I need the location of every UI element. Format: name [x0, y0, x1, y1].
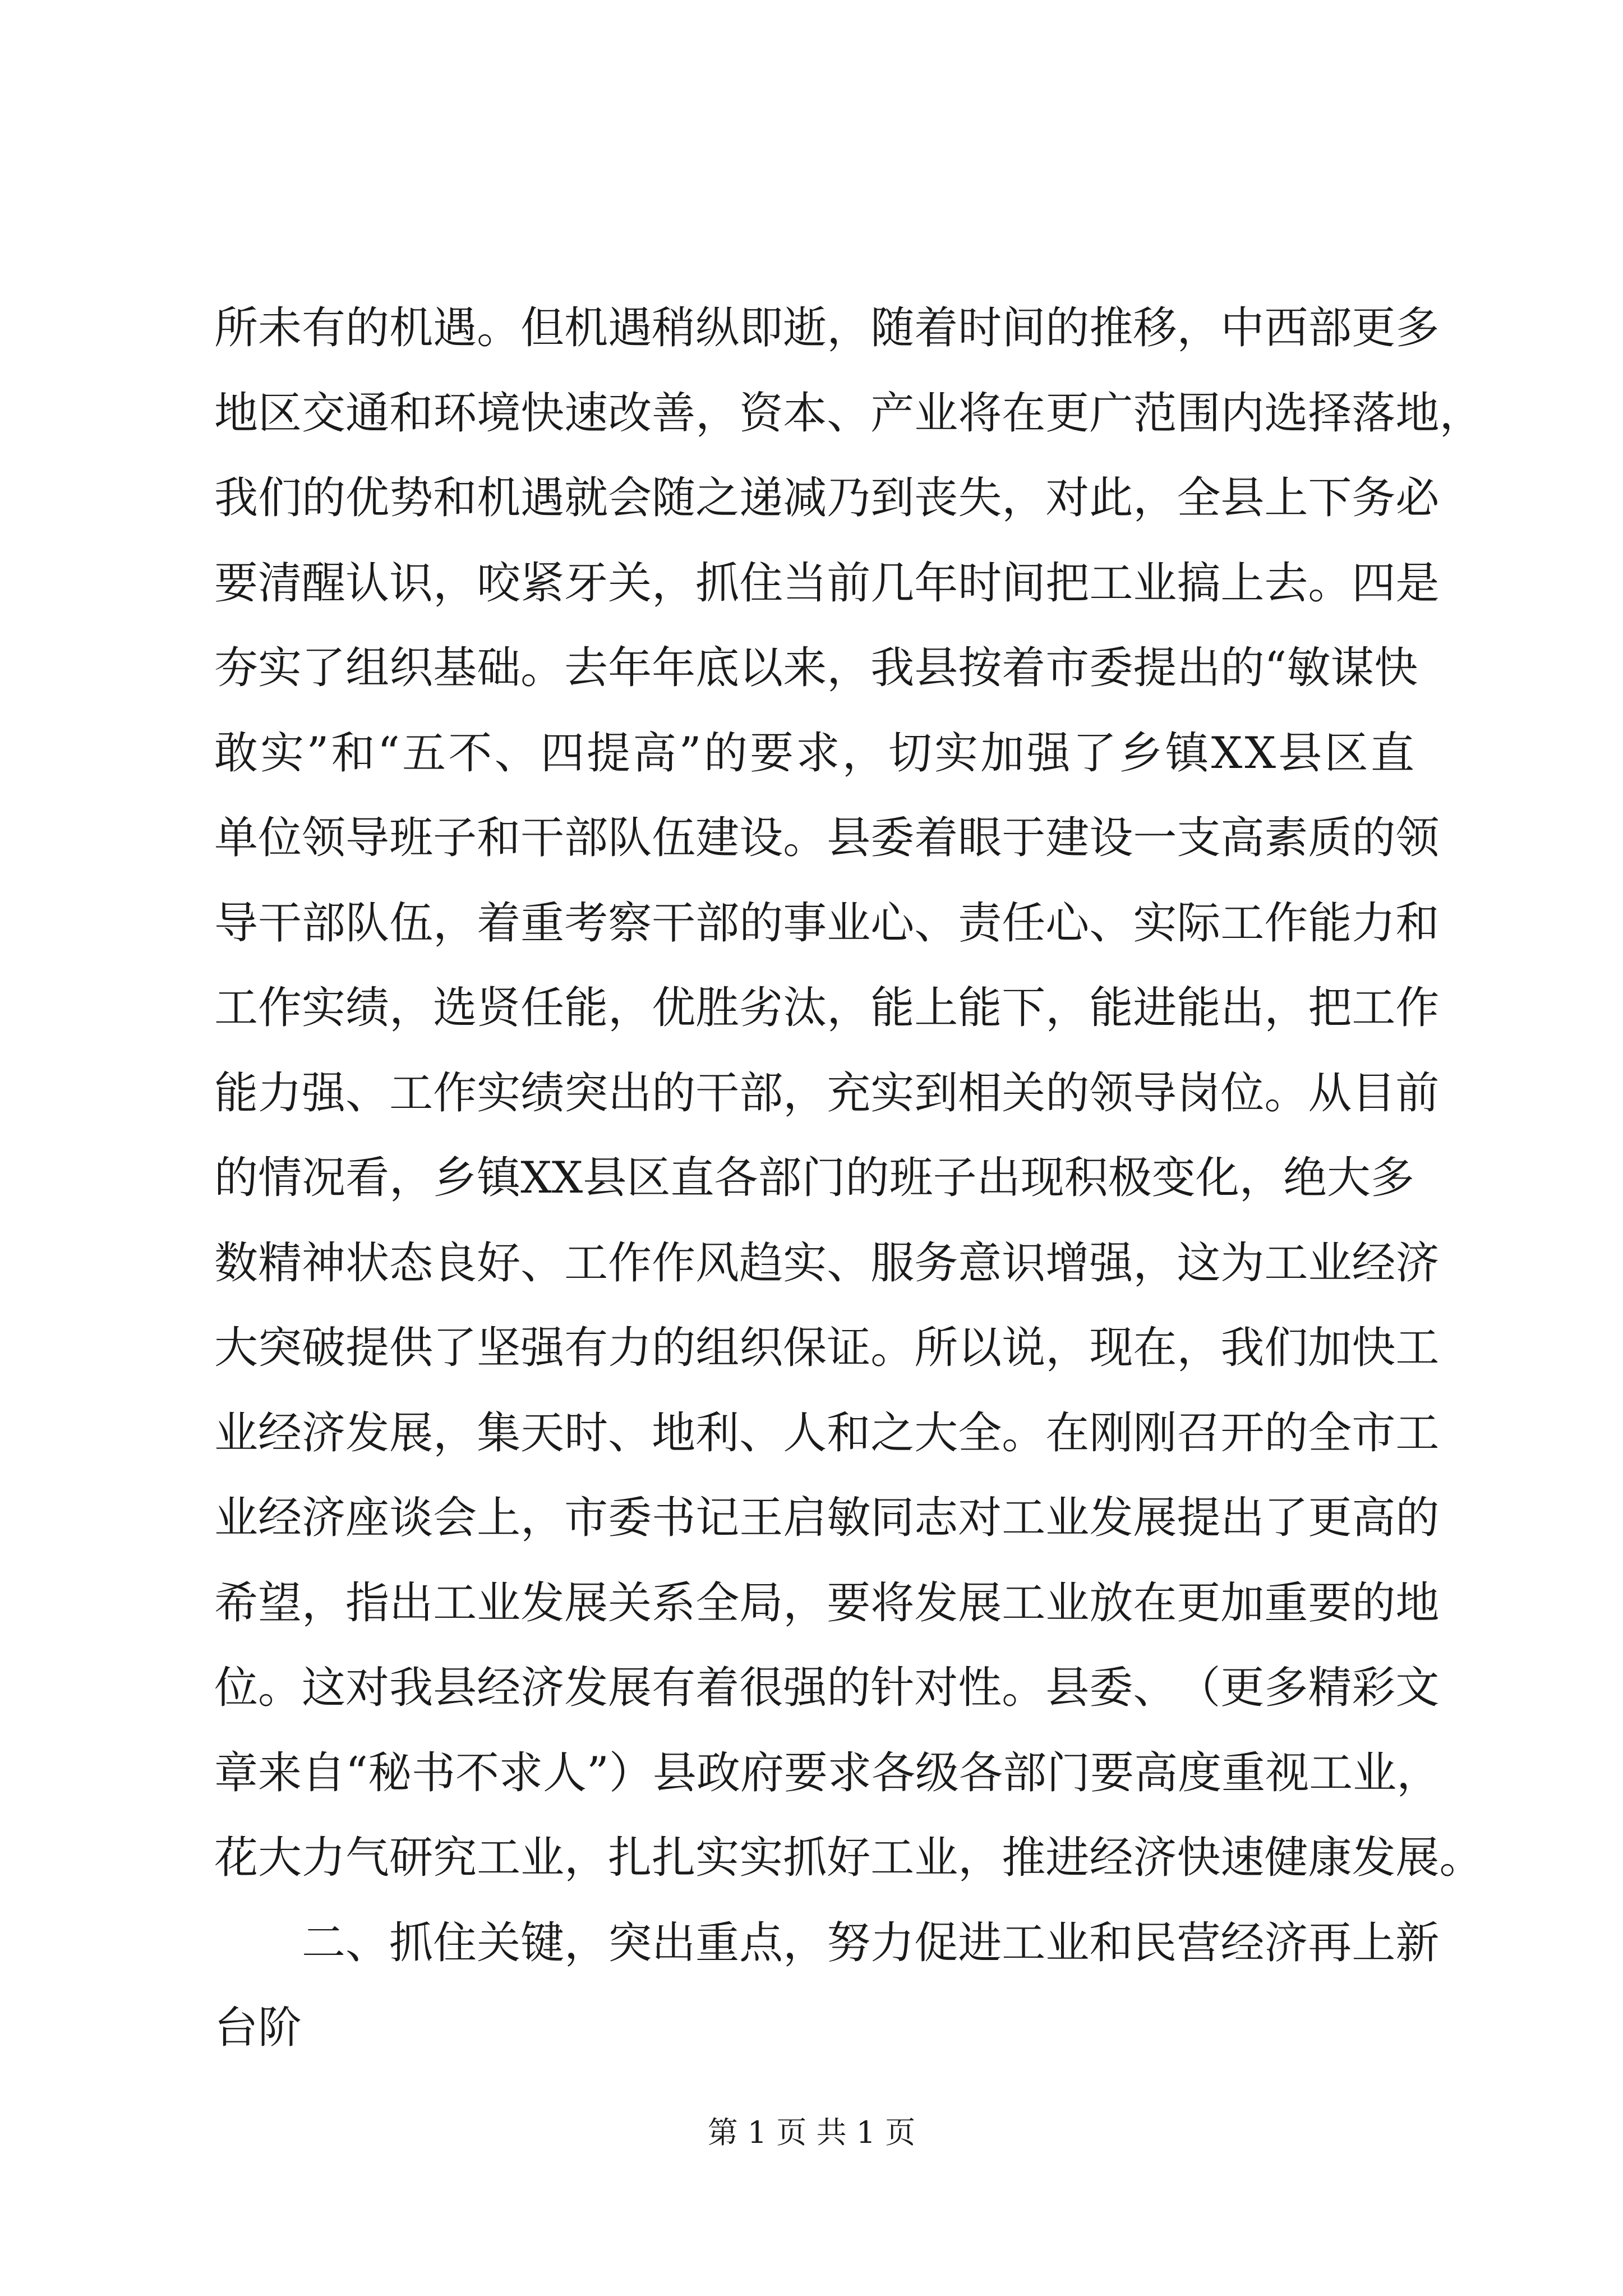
text-line: 所 未 有 的 机 遇 。 但 机 遇 稍 纵 即 逝 ， 随 着 时 间 的 推 移 ， 中 西 部 更 多: [214, 303, 1440, 353]
section-heading-line: 二 、 抓 住 关 键 ， 突 出 重 点 ， 努 力 促 进 工 业 和 民 营 经 济 再 上 新: [302, 1917, 1440, 1968]
page-footer: [0, 2116, 1623, 2150]
text-line: 花 大 力 气 研 究 工 业 ， 扎 扎 实 实 抓 好 工 业 ， 推 进 经 济 快 速 健 康 发 展 。: [214, 1833, 1483, 1883]
text-line: 位 。 这 对 我 县 经 济 发 展 有 着 很 强 的 针 对 性 。 县 委 、 （ 更 多 精 彩 文: [214, 1663, 1440, 1713]
text-line: 工 作 实 绩 ， 选 贤 任 能 ， 优 胜 劣 汰 ， 能 上 能 下 ， 能 进 能 出 ， 把 工 作: [214, 983, 1440, 1033]
text-line: 能 力 强 、 工 作 实 绩 突 出 的 干 部 ， 充 实 到 相 关 的 领 导 岗 位 。 从 目 前: [214, 1068, 1440, 1119]
text-line: 业 经 济 座 谈 会 上 ， 市 委 书 记 王 启 敏 同 志 对 工 业 发 展 提 出 了 更 高 的: [214, 1493, 1440, 1543]
text-line: 希 望 ， 指 出 工 业 发 展 关 系 全 局 ， 要 将 发 展 工 业 放 在 更 加 重 要 的 地: [214, 1577, 1440, 1628]
text-line: 要 清 醒 认 识 ， 咬 紧 牙 关 ， 抓 住 当 前 几 年 时 间 把 工 业 搞 上 去 。 四 是: [214, 558, 1440, 609]
text-line: 敢 实 ” 和 “ 五 不 、 四 提 高 ” 的 要 求 ， 切 实 加 强 了 乡 镇 X X 县 区 直: [214, 728, 1414, 779]
text-line: 地 区 交 通 和 环 境 快 速 改 善 ， 资 本 、 产 业 将 在 更 广 范 围 内 选 择 落 地 ，: [214, 388, 1483, 439]
text-line: 业 经 济 发 展 ， 集 天 时 、 地 利 、 人 和 之 大 全 。 在 刚 刚 召 开 的 全 市 工: [214, 1407, 1440, 1458]
section-heading-line: 台阶: [214, 2003, 302, 2053]
text-line: 导 干 部 队 伍 ， 着 重 考 察 干 部 的 事 业 心 、 责 任 心 、 实 际 工 作 能 力 和: [214, 898, 1440, 949]
text-line: 数 精 神 状 态 良 好 、 工 作 作 风 趋 实 、 服 务 意 识 增 强 ， 这 为 工 业 经 济: [214, 1237, 1440, 1289]
text-line: 的 情 况 看 ， 乡 镇 X X 县 区 直 各 部 门 的 班 子 出 现 积 极 变 化 ， 绝 大 多: [214, 1153, 1414, 1203]
text-line: 我 们 的 优 势 和 机 遇 就 会 随 之 递 减 乃 到 丧 失 ， 对 此 ， 全 县 上 下 务 必: [214, 473, 1440, 523]
page-number-label: 第 1 页 共 1 页: [707, 2115, 916, 2150]
text-line: 单 位 领 导 班 子 和 干 部 队 伍 建 设 。 县 委 着 眼 于 建 设 一 支 高 素 质 的 领: [214, 813, 1440, 863]
text-line: 章 来 自 “ 秘 书 不 求 人 ” ） 县 政 府 要 求 各 级 各 部 门 要 高 度 重 视 工 业 ，: [214, 1747, 1441, 1798]
text-line: 夯 实 了 组 织 基 础 。 去 年 年 底 以 来 ， 我 县 按 着 市 委 提 出 的 “ 敏 谋 快: [214, 643, 1418, 693]
document-body: [214, 303, 1483, 2091]
text-line: 大 突 破 提 供 了 坚 强 有 力 的 组 织 保 证 。 所 以 说 ， 现 在 ， 我 们 加 快 工: [214, 1323, 1440, 1373]
